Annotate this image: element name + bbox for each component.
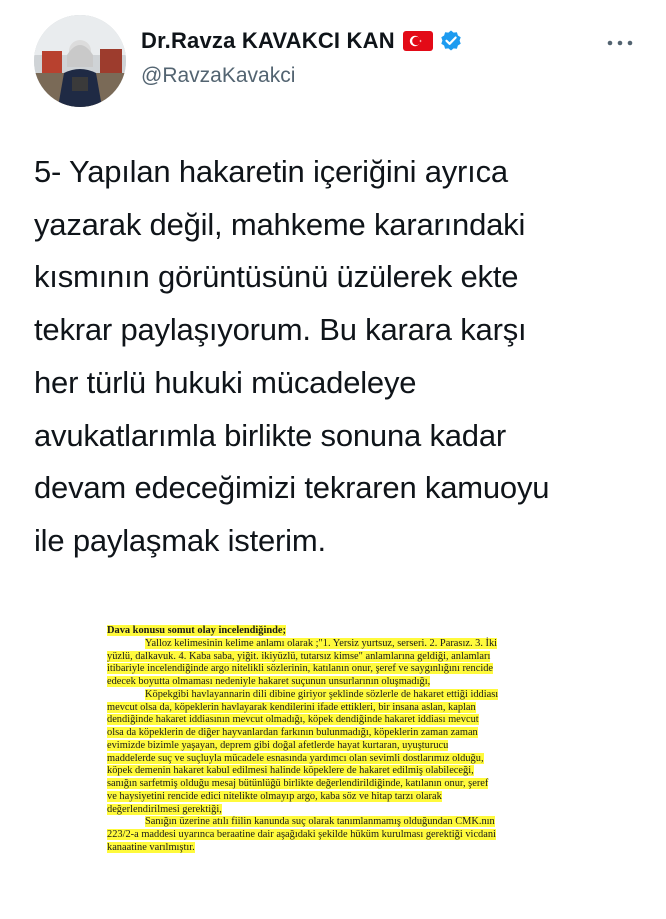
document-line: köpek demenin hakaret kabul edilmesi halinde köpeklere de hakaret edilmiş olabileceği, xyxy=(107,765,474,777)
author-name-row xyxy=(141,28,463,54)
tweet-text-line: avukatlarımla birlikte sonuna kadar xyxy=(34,417,507,453)
document-line: değerlendirilmesi gerektiği, xyxy=(107,803,222,815)
document-line: Köpekgibi havlayannarin dili dibine giriyor şeklinde sözlerle de hakaret ettiği iddiası xyxy=(145,688,499,700)
document-line: mevcut olsa da, köpeklerin havlayarak kendilerini ifade ettikleri, bir insana aslan, kaplan xyxy=(107,701,476,713)
document-line: ve haysiyetini rencide edici nitelikte olmayıp argo, kaba söz ve hitap tarzı olarak xyxy=(107,790,442,802)
document-line: yüzlü, dalkavuk. 4. Kaba saba, yiğit. ikiyüzlü, tutarsız kimse" anlamlarına geldiği, anlamları xyxy=(107,650,491,662)
author-handle[interactable]: @RavzaKavakci xyxy=(141,64,296,87)
document-line: evimizde bizimle yaşayan, deprem gibi doğal afetlerde hayat kurtaran, uyuşturucu xyxy=(107,739,449,751)
tweet-text-line: kısmının görüntüsünü üzülerek ekte xyxy=(34,259,519,295)
tweet-text-line: devam edeceğimizi tekraren kamuoyu xyxy=(34,470,550,506)
document-line: 223/2-a maddesi uyarınca beraatine dair aşağıdaki şekilde hüküm kurulması gerektiği vicdani xyxy=(107,829,496,840)
document-line: edecek boyutta olmaması nedeniyle hakaret suçunun unsurlarının oluşmadığı, xyxy=(107,676,431,687)
document-heading: Dava konusu somut olay incelendiğinde; xyxy=(107,625,286,636)
author-display-name[interactable]: Dr.Ravza KAVAKCI KAN xyxy=(141,28,395,53)
document-line: olsa da köpeklerin de diğer hayvanlardan farkının bulunmadığı, köpeklerin zaman zaman xyxy=(107,727,478,738)
avatar-image xyxy=(34,15,126,107)
document-line: maddelerde suç ve suçluyla mücadele esnasında yardımcı olan sevimli dostlarımız olduğu, xyxy=(107,752,484,764)
attached-document-image[interactable] xyxy=(34,608,632,919)
document-line: itibariyle incelendiğinde argo nitelikli sözlerinin, katılanın onur, şeref ve saygınlığını rencide xyxy=(107,663,494,675)
tweet-text xyxy=(34,146,654,568)
document-line: Sanığın üzerine atılı fiilin kanunda suç olarak tanımlanmamış olduğundan CMK.nın xyxy=(145,816,495,828)
verified-badge-icon xyxy=(439,29,463,53)
more-options-icon xyxy=(600,30,640,56)
tweet-text-line: yazarak değil, mahkeme kararındaki xyxy=(34,206,526,242)
avatar[interactable] xyxy=(34,15,126,107)
turkey-flag-icon xyxy=(403,31,433,51)
tweet-text-line: ile paylaşmak isterim. xyxy=(34,522,326,558)
document-line: Yalloz kelimesinin kelime anlamı olarak ;"1. Yersiz yurtsuz, serseri. 2. Parasız. 3. İki xyxy=(145,637,498,649)
document-line: dendiğinde hakaret iddiasının mevcut olmadığı, köpek dendiğinde hakaret iddiası mevcut xyxy=(107,714,479,726)
tweet-header xyxy=(0,0,666,120)
document-line: sanığın sarfetmiş olduğu mesaj bütünlüğü birlikte değerlendirildiğinde, katılanın onur, şeref xyxy=(107,778,489,789)
tweet-text-line: 5- Yapılan hakaretin içeriğini ayrıca xyxy=(34,154,508,189)
court-decision-excerpt xyxy=(107,625,581,855)
tweet-text-line: tekrar paylaşıyorum. Bu karara karşı xyxy=(34,312,527,348)
tweet-text-line: her türlü hukuki mücadeleye xyxy=(34,364,417,400)
document-line: kanaatine varılmıştır. xyxy=(107,841,195,853)
more-options-button[interactable] xyxy=(600,30,640,56)
